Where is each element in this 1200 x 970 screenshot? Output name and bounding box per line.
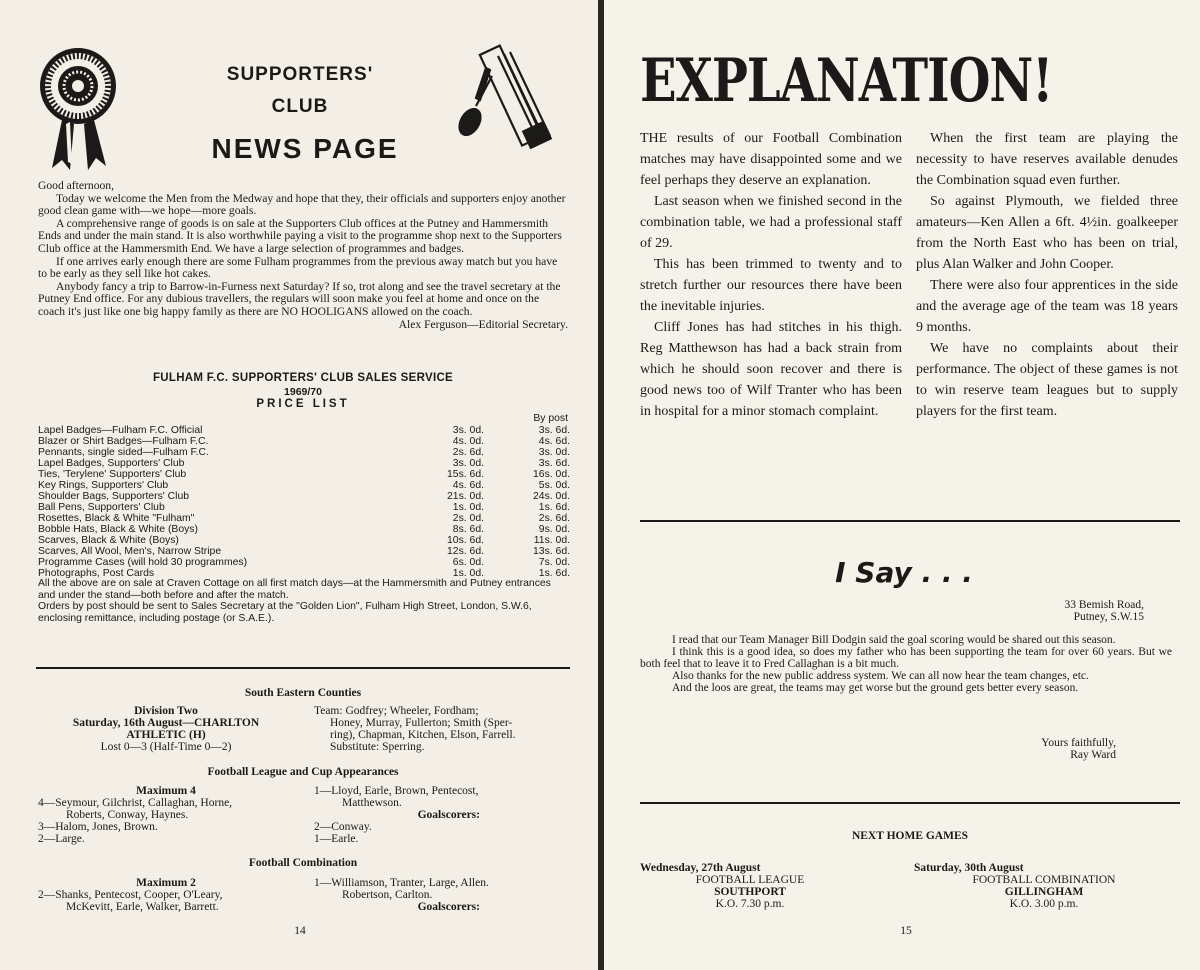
by-post-label: By post (533, 413, 568, 424)
appearance-line: 4—Seymour, Gilchrist, Callaghan, Horne, (38, 797, 233, 809)
scorer-line: 1—Earle. (314, 833, 359, 845)
paragraph: Last season when we finished second in the combination table, we had a professional staff of 29. (640, 194, 902, 251)
max4-block (38, 785, 294, 845)
sign-off (984, 737, 1116, 761)
price-row: Ball Pens, Supporters' Club 1s. 0d. 1s. 6d. (38, 502, 570, 513)
appearance-line: 2—Large. (38, 833, 85, 845)
divider (640, 520, 1180, 522)
team-line: ring), Chapman, Kitchen, Elson, Farrell. (330, 729, 516, 741)
paragraph: THE results of our Football Combination matches may have disappointed some and we feel perhaps they deserve an explanation. (640, 131, 902, 188)
game-opponent: GILLINGHAM (1004, 886, 1084, 898)
appearance-line: 1—Lloyd, Earle, Brown, Pentecost, (314, 785, 479, 797)
paragraph: We have no complaints about their performance. The object of these games is not to win reserve team leagues but to supply players for the first team. (916, 341, 1178, 419)
division: Division Two (134, 705, 198, 717)
section-heading: Football League and Cup Appearances (207, 766, 399, 778)
rattle-icon (440, 40, 560, 168)
price-row: Scarves, All Wool, Men's, Narrow Stripe 12s. 6d. 13s. 6d. (38, 546, 570, 557)
team-line: Substitute: Sperring. (330, 741, 425, 753)
appearance-line: 3—Halom, Jones, Brown. (38, 821, 158, 833)
price-row: Photographs, Post Cards 1s. 0d. 1s. 6d. (38, 568, 570, 579)
appearance-line: Matthewson. (342, 797, 402, 809)
next-game (914, 862, 1174, 910)
section-heading: Football Combination (248, 857, 358, 869)
match-details (38, 705, 294, 753)
appearance-line: Roberts, Conway, Haynes. (66, 809, 189, 821)
game-competition: FOOTBALL COMBINATION (972, 874, 1116, 886)
i-say-title: I Say . . . (835, 556, 973, 589)
signature: Alex Ferguson—Editorial Secretary. (398, 317, 568, 331)
game-opponent: SOUTHPORT (714, 886, 786, 898)
price-row: Rosettes, Black & White "Fulham" 2s. 0d. 2s. 6d. (38, 513, 570, 524)
price-row: Lapel Badges—Fulham F.C. Official 3s. 0d. 3s. 6d. (38, 425, 570, 436)
paragraph: So against Plymouth, we fielded three amateurs—Ken Allen a 6ft. 4½in. goalkeeper from the North East who has been on trial, plus Alan Walker and John Cooper. (916, 194, 1178, 272)
price-row: Programme Cases (will hold 30 programmes) 6s. 0d. 7s. 0d. (38, 557, 570, 568)
paragraph: Anybody fancy a trip to Barrow-in-Furness next Saturday? If so, trot along and see the travel secretary at the Putney End office. For any dubious travellers, the regulars will soon make you feel at home and once on the coach it's just like one big happy family as there are NO HOOLIGANS allowed on the coach. (38, 279, 561, 318)
explanation-col-1 (640, 128, 902, 422)
price-row: Bobble Hats, Black & White (Boys) 8s. 6d. 9s. 0d. (38, 524, 570, 535)
next-game (640, 862, 900, 910)
price-row: Lapel Badges, Supporters' Club 3s. 0d. 3s. 6d. (38, 458, 570, 469)
league-right-block (314, 785, 570, 845)
paragraph: Cliff Jones has had stitches in his thigh. Reg Matthewson has had a back strain from which he should soon recover and there is good news too of Wilf Tranter who has been in hospital for a minor stomach complaint. (640, 320, 902, 419)
greeting: Good afternoon, (38, 179, 114, 192)
paragraph: Today we welcome the Men from the Medway and hope that they, their officials and supporters enjoy another good clean game with—we hope—more goals. (38, 191, 566, 218)
scorer-line: 2—Conway. (314, 821, 372, 833)
section-heading: South Eastern Counties (244, 687, 362, 699)
appearance-line: 2—Shanks, Pentecost, Cooper, O'Leary, (38, 889, 223, 901)
game-kickoff: K.O. 7.30 p.m. (715, 898, 785, 910)
match-result: Lost 0—3 (Half-Time 0—2) (100, 741, 232, 753)
max-title: Maximum 2 (136, 877, 196, 889)
paragraph: When the first team are playing the necessity to have reserves available denudes the Combination squad even further. (916, 131, 1178, 188)
page-number: 14 (294, 925, 306, 937)
game-competition: FOOTBALL LEAGUE (695, 874, 805, 886)
orders-note: Orders by post should be sent to Sales Secretary at the "Golden Lion", Fulham High Street, London, S.W.6, enclosing remittance, including postage (or S.A.E.). (38, 601, 532, 624)
headline: EXPLANATION! (640, 46, 1053, 116)
signer: Ray Ward (1070, 749, 1116, 761)
combo-right-block (314, 877, 570, 913)
sales-year: 1969/70 (284, 386, 322, 398)
title-line-2: CLUB (271, 96, 329, 117)
goalscorers-label: Goalscorers: (417, 901, 480, 913)
explanation-col-2 (916, 128, 1178, 422)
goalscorers-label: Goalscorers: (417, 809, 480, 821)
game-kickoff: K.O. 3.00 p.m. (1009, 898, 1079, 910)
game-date: Saturday, 30th August (914, 862, 1024, 874)
paragraph: There were also four apprentices in the side and the average age of the team was 18 years 9 months. (916, 278, 1178, 335)
sales-title: FULHAM F.C. SUPPORTERS' CLUB SALES SERVICE (152, 372, 454, 384)
address-line: 33 Bemish Road, (1064, 599, 1144, 611)
max2-block (38, 877, 294, 913)
team-line: Team: Godfrey; Wheeler, Fordham; (314, 705, 479, 717)
appearance-line: McKevitt, Earle, Walker, Barrett. (66, 901, 219, 913)
intro-text (38, 180, 568, 331)
appearance-line: Robertson, Carlton. (342, 889, 433, 901)
address-line: Putney, S.W.15 (1073, 611, 1144, 623)
divider (640, 802, 1180, 804)
rosette-icon (32, 44, 128, 174)
match-line: ATHLETIC (H) (126, 729, 206, 741)
page-title: NEWS PAGE (211, 133, 399, 164)
sales-notes (38, 578, 570, 624)
right-page (604, 0, 1200, 970)
title-line-1: SUPPORTERS' (226, 64, 374, 85)
letter-paragraph: Also thanks for the new public address system. We can all now hear the team changes, etc. (672, 670, 1089, 682)
team-line: Honey, Murray, Fullerton; Smith (Sper- (330, 717, 513, 729)
left-page (0, 0, 598, 970)
price-row: Pennants, single sided—Fulham F.C. 2s. 6d. 3s. 0d. (38, 447, 570, 458)
paragraph: This has been trimmed to twenty and to stretch further our resources there have been the inevitable injuries. (640, 257, 902, 314)
max-title: Maximum 4 (136, 785, 196, 797)
paragraph: A comprehensive range of goods is on sale at the Supporters Club offices at the Putney and Hammersmith Ends and under the main stand. It is also worthwhile paying a visit to the programme shop next to the Supporters Club office at the Hammersmith End. We have a large selection of programmes and badges. (38, 216, 562, 255)
price-row: Scarves, Black & White (Boys) 10s. 6d. 11s. 0d. (38, 535, 570, 546)
match-line: Saturday, 16th August—CHARLTON (72, 717, 260, 729)
address (944, 599, 1144, 623)
letter-paragraph: I think this is a good idea, so does my father who has been supporting the team for over 60 years. But we both feel that to leave it to Fred Callaghan is a bit much. (640, 646, 1172, 670)
letter-paragraph: And the loos are great, the teams may get worse but the ground gets better every season. (672, 682, 1079, 694)
game-date: Wednesday, 27th August (640, 862, 761, 874)
price-row: Shoulder Bags, Supporters' Club 21s. 0d. 24s. 0d. (38, 491, 570, 502)
letter (640, 634, 1172, 694)
next-games-title: NEXT HOME GAMES (851, 830, 969, 842)
price-row: Ties, 'Terylene' Supporters' Club 15s. 6d. 16s. 0d. (38, 469, 570, 480)
divider (36, 667, 570, 669)
price-list-title: PRICE LIST (256, 398, 350, 410)
price-row: Blazer or Shirt Badges—Fulham F.C. 4s. 0d. 4s. 6d. (38, 436, 570, 447)
page-number: 15 (900, 925, 912, 937)
sale-note: All the above are on sale at Craven Cottage on all first match days—at the Hammersmith and Putney entrances and under the stand—both before and after the match. (38, 578, 551, 601)
team-lineup (314, 705, 570, 753)
price-row: Key Rings, Supporters' Club 4s. 6d. 5s. 0d. (38, 480, 570, 491)
sign-off-line: Yours faithfully, (1041, 737, 1116, 749)
appearance-line: 1—Williamson, Tranter, Large, Allen. (314, 877, 489, 889)
paragraph: If one arrives early enough there are some Fulham programmes from the previous away match but you have to be early as they sell like hot cakes. (38, 254, 558, 281)
letter-paragraph: I read that our Team Manager Bill Dodgin said the goal scoring would be shared out this season. (672, 634, 1116, 646)
